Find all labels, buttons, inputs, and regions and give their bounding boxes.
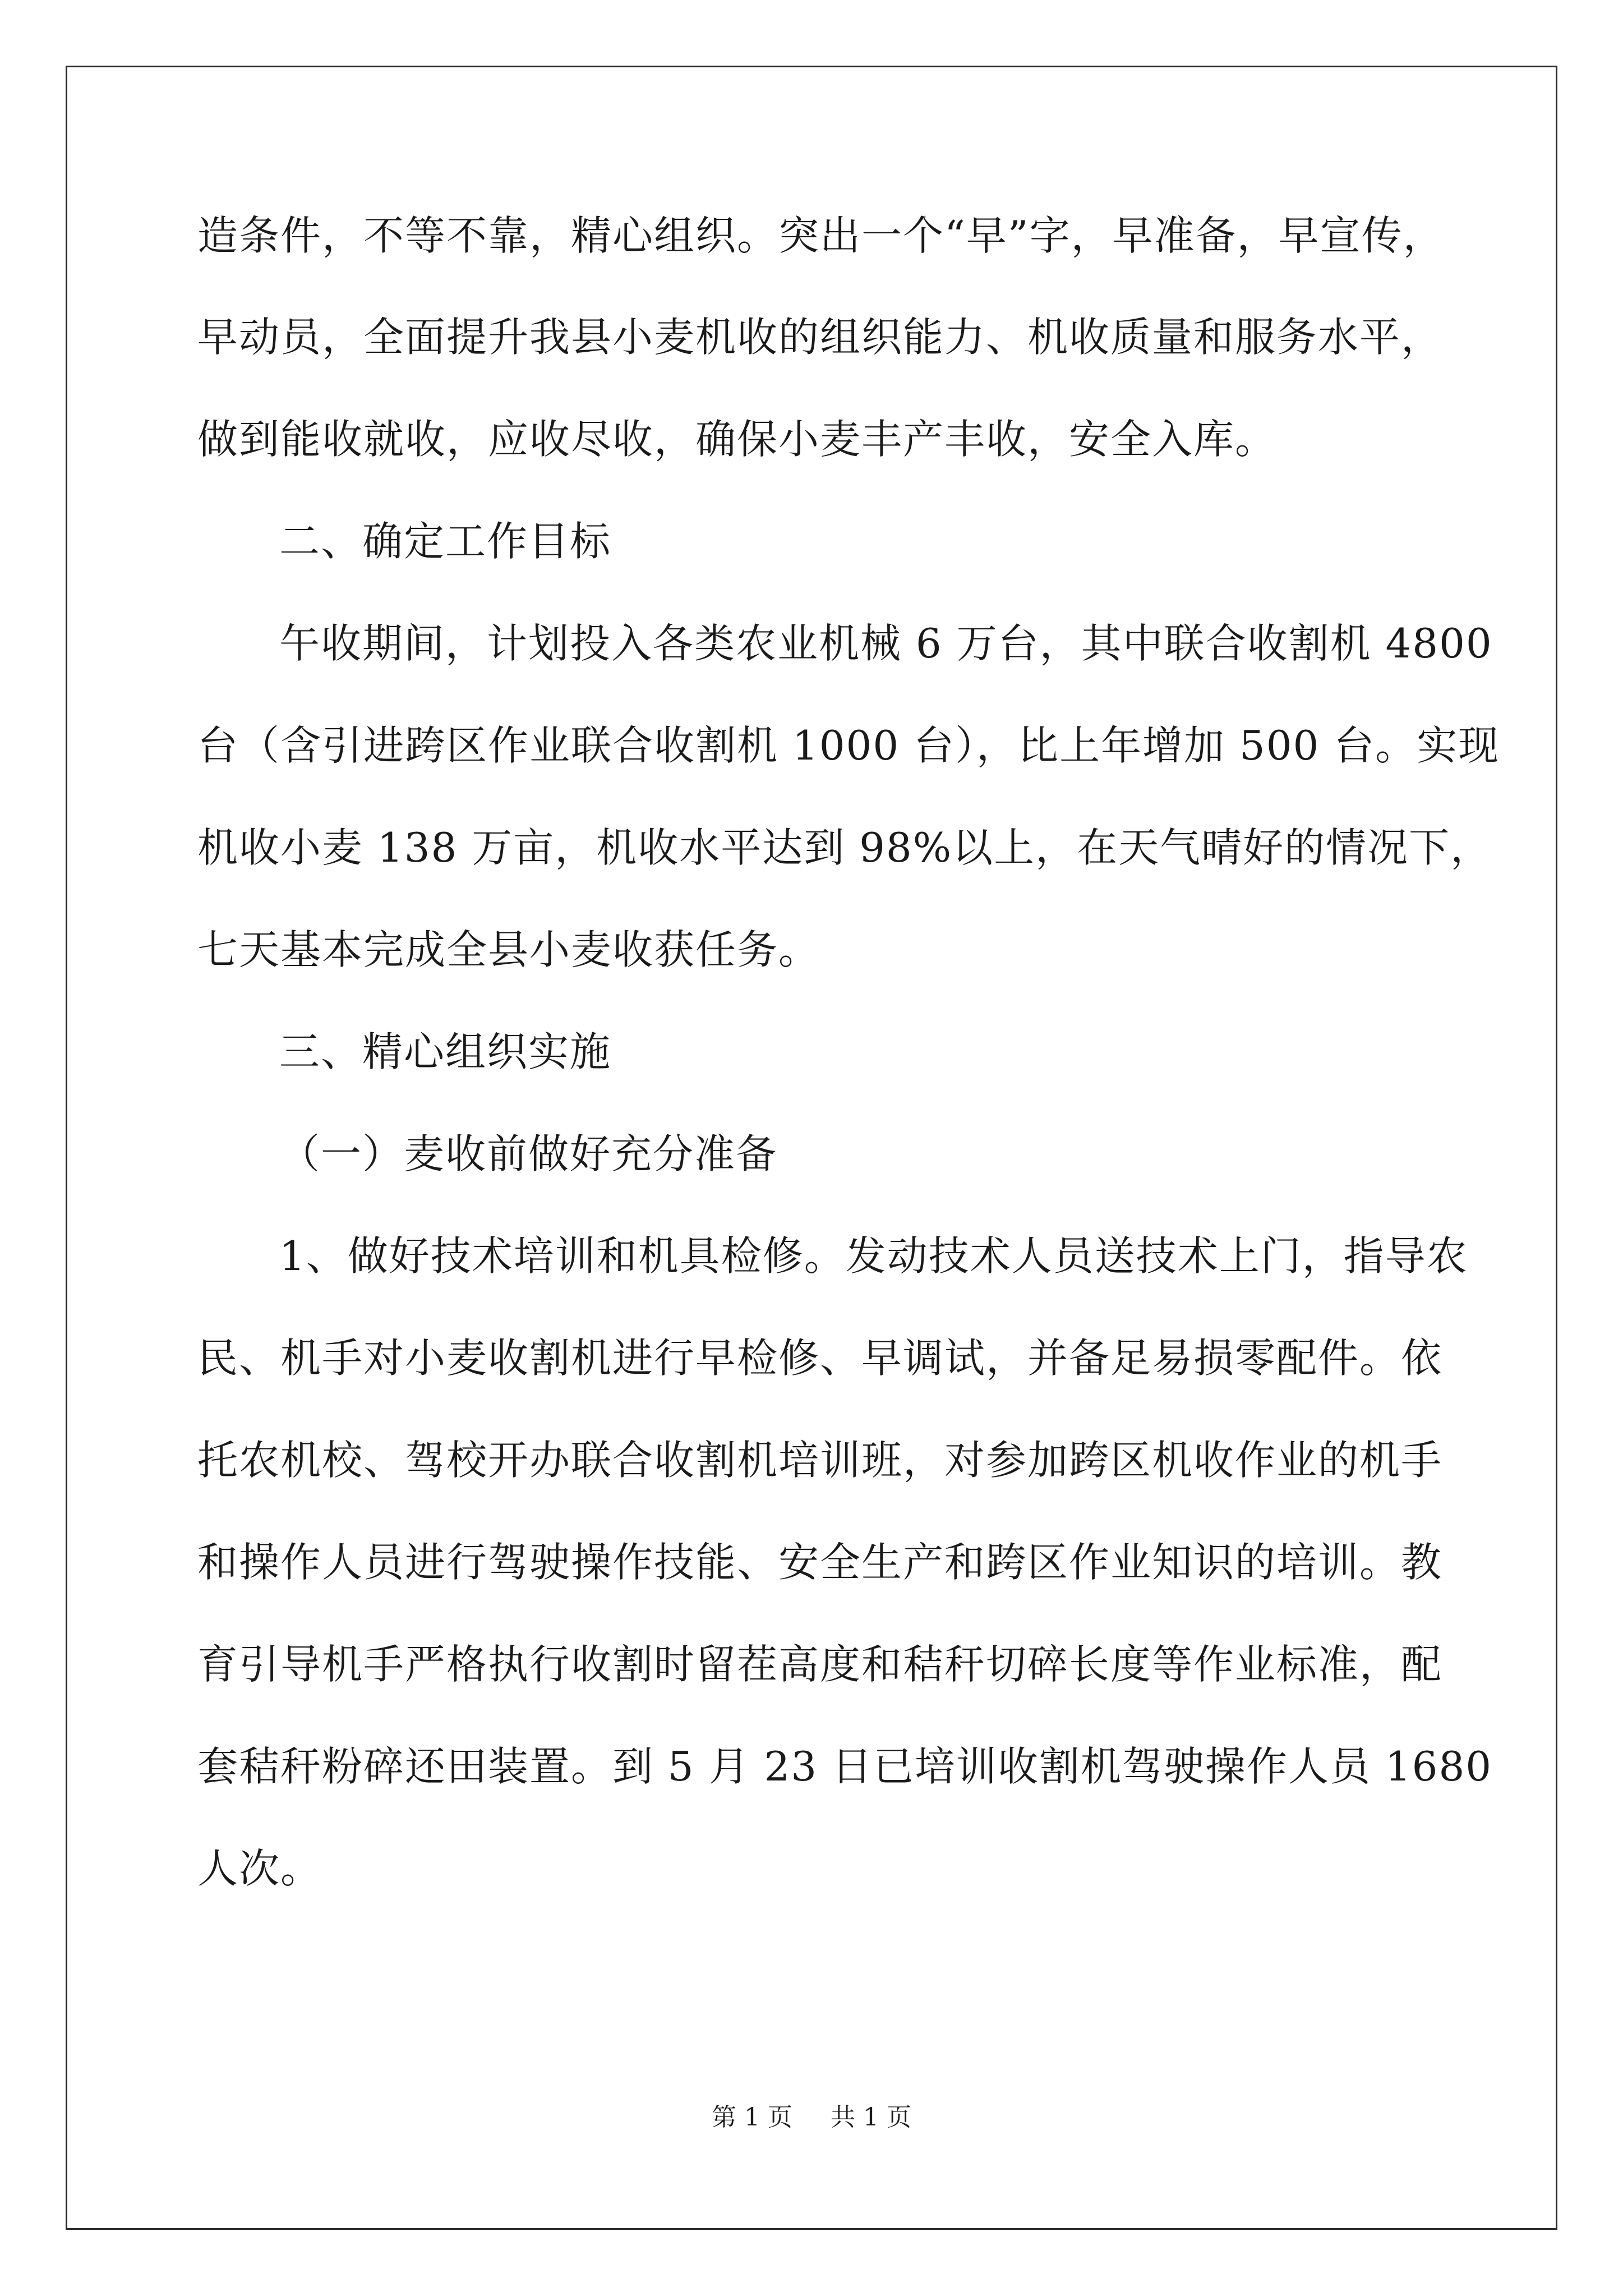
page-footer (0, 2101, 1623, 2134)
text-line: 套秸秆粉碎还田装置。到 5 月 23 日已培训收割机驾驶操作人员 1680 (197, 1743, 1493, 1790)
text-line: 1、做好技术培训和机具检修。发动技术人员送技术上门，指导农 (279, 1232, 1468, 1280)
text-line: （一）麦收前做好充分准备 (279, 1130, 778, 1177)
text-line: 和操作人员进行驾驶操作技能、安全生产和跨区作业知识的培训。教 (197, 1539, 1443, 1586)
text-line: 台（含引进跨区作业联合收割机 1000 台），比上年增加 500 台。实现 (197, 722, 1500, 769)
text-line: 午收期间，计划投入各类农业机械 6 万台，其中联合收割机 4800 (279, 620, 1493, 667)
text-line: 育引导机手严格执行收割时留茬高度和秸秆切碎长度等作业标准，配 (197, 1641, 1443, 1688)
text-line: 人次。 (197, 1845, 322, 1892)
text-line: 二、确定工作目标 (279, 518, 612, 565)
text-line: 七天基本完成全县小麦收获任务。 (197, 926, 820, 973)
page-number-current: 第 1 页 (712, 2103, 792, 2132)
text-line: 做到能收就收，应收尽收，确保小麦丰产丰收，安全入库。 (197, 416, 1277, 463)
text-line: 托农机校、驾校开办联合收割机培训班，对参加跨区机收作业的机手 (197, 1437, 1443, 1484)
text-line: 机收小麦 138 万亩，机收水平达到 98%以上，在天气晴好的情况下， (197, 824, 1492, 871)
text-line: 早动员，全面提升我县小麦机收的组织能力、机收质量和服务水平， (197, 314, 1443, 361)
text-line: 民、机手对小麦收割机进行早检修、早调试，并备足易损零配件。依 (197, 1335, 1443, 1382)
text-line: 三、精心组织实施 (279, 1028, 612, 1075)
page-number-total: 共 1 页 (831, 2103, 911, 2132)
text-line: 造条件，不等不靠，精心组织。突出一个“早”字，早准备，早宣传， (197, 212, 1445, 259)
